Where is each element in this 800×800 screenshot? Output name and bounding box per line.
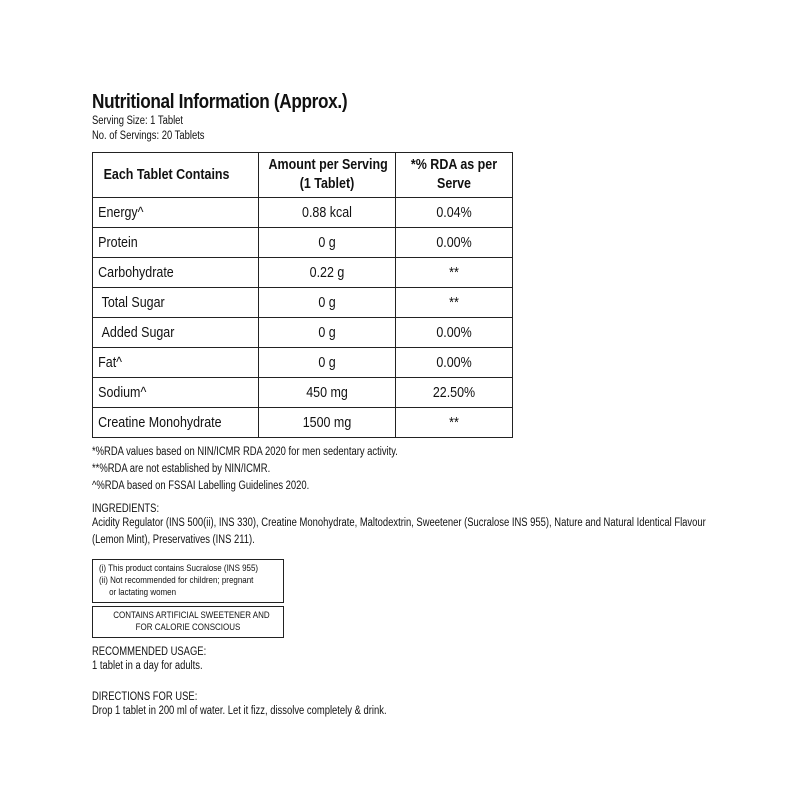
nutrient-amount: 450 mg: [259, 378, 396, 408]
table-row: [93, 198, 513, 228]
table-row: [93, 408, 513, 438]
table-header-row: [93, 153, 513, 198]
nutrient-amount: 0 g: [259, 318, 396, 348]
table-row: [93, 258, 513, 288]
nutrient-rda: 0.00%: [396, 228, 513, 258]
table-row: [93, 318, 513, 348]
table-row: [93, 228, 513, 258]
nutrient-amount: 0 g: [259, 348, 396, 378]
nutrient-name: Sodium^: [93, 378, 259, 408]
nutrient-name: Fat^: [93, 348, 259, 378]
nutrient-name: Added Sugar: [93, 318, 259, 348]
footnote: *%RDA values based on NIN/ICMR RDA 2020 for men sedentary activity.: [92, 446, 398, 458]
nutrient-amount: 0.22 g: [259, 258, 396, 288]
nutrient-name: Protein: [93, 228, 259, 258]
ingredients-heading: INGREDIENTS:: [92, 503, 160, 515]
nutrient-rda: **: [396, 408, 513, 438]
table-row: [93, 288, 513, 318]
nutrient-rda: **: [396, 288, 513, 318]
header-nutrient: Each Tablet Contains: [93, 153, 259, 198]
nutrient-amount: 0 g: [259, 288, 396, 318]
nutrient-rda: 0.04%: [396, 198, 513, 228]
page-title: Nutritional Information (Approx.): [92, 91, 348, 113]
ingredients-text: Acidity Regulator (INS 500(ii), INS 330), Creatine Monohydrate, Maltodextrin, Sweetener (Sucralose INS 955), Nature and Natural Identical Flavour (Lemon Mint), Preservatives (INS 211).: [92, 517, 706, 546]
nutrient-rda: 0.00%: [396, 348, 513, 378]
usage-text: 1 tablet in a day for adults.: [92, 660, 203, 672]
number-of-servings: No. of Servings: 20 Tablets: [92, 130, 205, 142]
sucralose-warning-box: (i) This product contains Sucralose (INS 955) (ii) Not recommended for children; pregnant or lactating women: [92, 559, 284, 603]
header-rda: *% RDA as per Serve: [396, 153, 513, 198]
nutrient-amount: 0 g: [259, 228, 396, 258]
nutrition-table: [92, 152, 513, 438]
directions-heading: DIRECTIONS FOR USE:: [92, 691, 198, 703]
footnotes: [92, 444, 722, 495]
table-row: [93, 348, 513, 378]
nutrition-label: [92, 90, 722, 720]
nutrient-name: Energy^: [93, 198, 259, 228]
nutrient-name: Total Sugar: [93, 288, 259, 318]
nutrient-rda: 0.00%: [396, 318, 513, 348]
table-row: [93, 378, 513, 408]
nutrient-amount: 0.88 kcal: [259, 198, 396, 228]
nutrient-name: Carbohydrate: [93, 258, 259, 288]
nutrient-rda: **: [396, 258, 513, 288]
artificial-sweetener-box: CONTAINS ARTIFICIAL SWEETENER AND FOR CALORIE CONSCIOUS: [92, 606, 284, 638]
nutrient-amount: 1500 mg: [259, 408, 396, 438]
directions-text: Drop 1 tablet in 200 ml of water. Let it fizz, dissolve completely & drink.: [92, 705, 387, 717]
header-amount: Amount per Serving (1 Tablet): [259, 153, 396, 198]
usage-heading: RECOMMENDED USAGE:: [92, 646, 207, 658]
footnote: **%RDA are not established by NIN/ICMR.: [92, 463, 271, 475]
serving-size: Serving Size: 1 Tablet: [92, 115, 184, 127]
nutrient-rda: 22.50%: [396, 378, 513, 408]
footnote: ^%RDA based on FSSAI Labelling Guidelines 2020.: [92, 480, 310, 492]
nutrient-name: Creatine Monohydrate: [93, 408, 259, 438]
